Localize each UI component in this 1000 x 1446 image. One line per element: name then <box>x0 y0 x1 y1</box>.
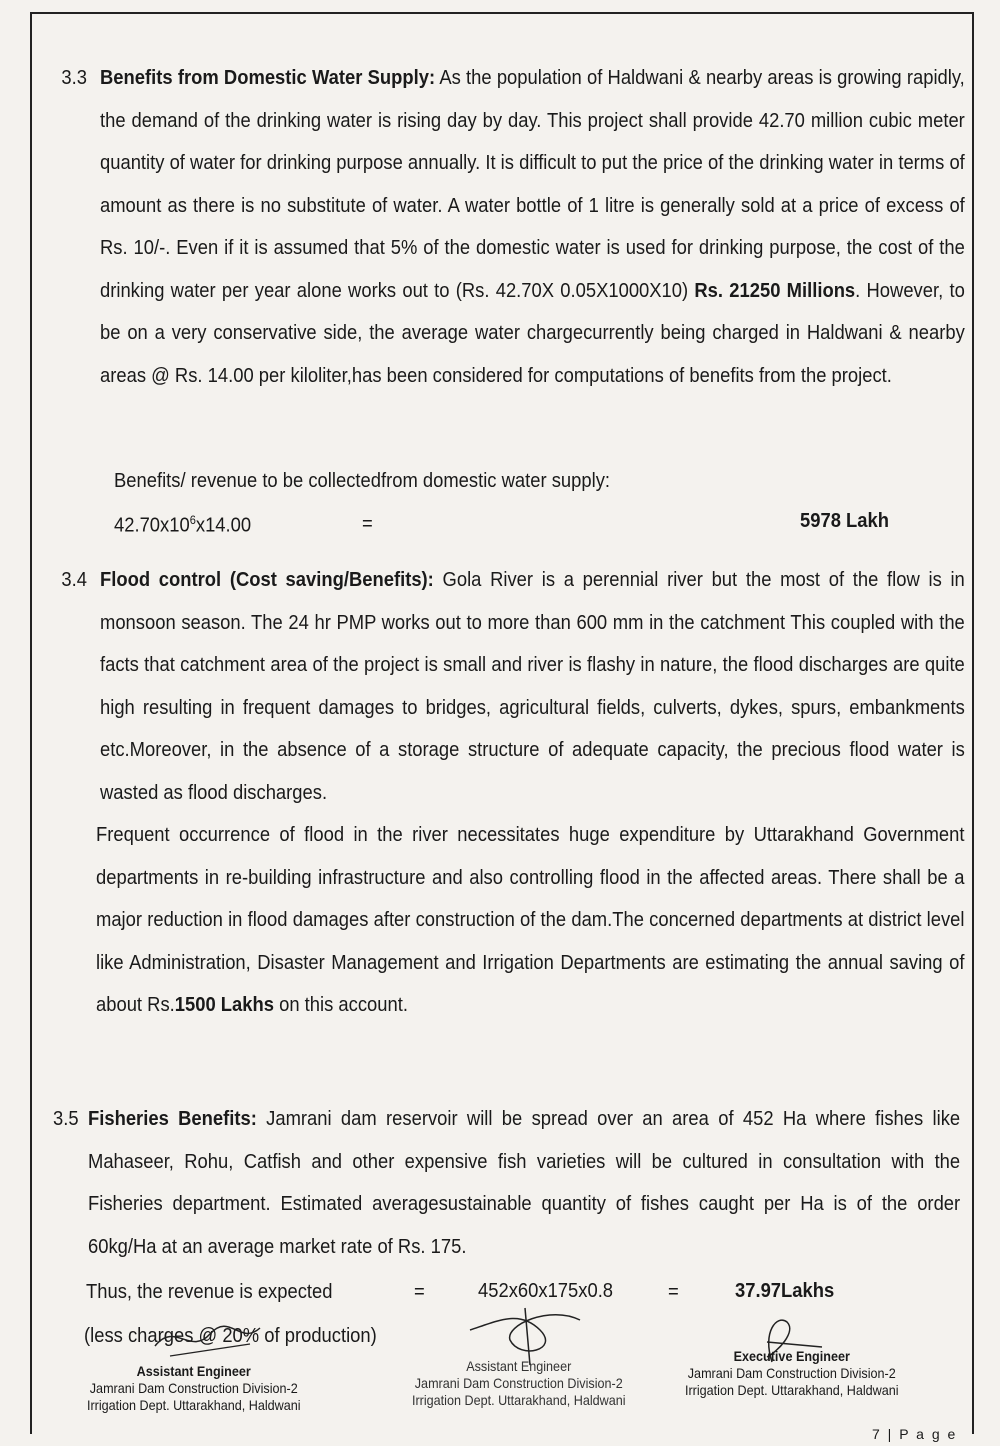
section-3-4 <box>61 559 965 814</box>
signature-block <box>395 1358 643 1409</box>
signatory-department: Irrigation Dept. Uttarakhand, Haldwani <box>86 1397 301 1413</box>
signatory-department: Irrigation Dept. Uttarakhand, Haldwani <box>411 1392 626 1408</box>
section-3-3 <box>61 57 965 397</box>
benefits-label: Benefits/ revenue to be collectedfrom domestic water supply: <box>114 470 611 492</box>
signatory-title: Assistant Engineer <box>136 1363 251 1379</box>
revenue-result: 37.97Lakhs <box>735 1280 835 1302</box>
section-number: 3.5 <box>53 1108 79 1130</box>
signature-block <box>668 1348 916 1399</box>
revenue-equals-2: = <box>668 1281 679 1303</box>
less-charges-note: (less charges @ 20% of production) <box>84 1325 377 1347</box>
revenue-equals-1: = <box>414 1281 425 1303</box>
calc-equals: = <box>362 513 373 535</box>
signatory-division: Jamrani Dam Construction Division-2 <box>89 1380 298 1396</box>
signatory-division: Jamrani Dam Construction Division-2 <box>414 1375 623 1391</box>
section-3-4-continued <box>96 814 964 1027</box>
section-title: Fisheries Benefits: <box>88 1108 257 1130</box>
highlight-amount: 1500 Lakhs <box>174 994 274 1016</box>
signature-scribble-1 <box>150 1316 270 1366</box>
signature-block <box>70 1363 318 1414</box>
signatory-title: Executive Engineer <box>733 1348 850 1364</box>
section-title: Benefits from Domestic Water Supply: <box>100 67 436 89</box>
revenue-label: Thus, the revenue is expected <box>86 1281 333 1303</box>
section-title: Flood control (Cost saving/Benefits): <box>100 569 434 591</box>
page-number: 7 | P a g e <box>872 1426 958 1442</box>
section-3-5 <box>53 1098 961 1268</box>
revenue-formula: 452x60x175x0.8 <box>478 1280 614 1302</box>
signatory-division: Jamrani Dam Construction Division-2 <box>687 1365 896 1381</box>
section-body: Flood control (Cost saving/Benefits): Gola River is a perennial river but the most of the flow is in monsoon season. The 24 hr PMP works out to more than 600 mm in the catchment This coupled with the facts that catchment area of the project is small and river is flashy in nature, the flood discharges are quite high resulting in frequent damages to bridges, agricultural fields, culverts, dykes, spurs, embankments etc.Moreover, in the absence of a storage structure of adequate capacity, the precious flood water is wasted as flood discharges. <box>100 569 965 804</box>
highlight-amount: Rs. 21250 Millions <box>694 279 856 302</box>
section-number: 3.4 <box>61 569 87 591</box>
section-number: 3.3 <box>61 67 87 89</box>
section-body: Fisheries Benefits: Jamrani dam reservoir will be spread over an area of 452 Ha where fishes like Mahaseer, Rohu, Catfish and other expensive fish varieties will be cultured in consultation with the Fisheries department. Estimated averagesustainable quantity of fishes caught per Ha is of the order 60kg/Ha at an average market rate of Rs. 175. <box>88 1108 961 1258</box>
calc-result: 5978 Lakh <box>800 510 889 532</box>
calc-formula: $42.70x10^6x14.00$ <box>114 513 252 537</box>
section-body: Frequent occurrence of flood in the river necessitates huge expenditure by Uttarakhand Government departments in re-building infrastructure and also controlling flood in the affected areas. There shall be a major reduction in flood damages after construction of the dam.The concerned departments at district level like Administration, Disaster Management and Irrigation Departments are estimating the annual saving of about Rs.1500 Lakhs on this account. <box>96 824 965 1016</box>
section-body: Benefits from Domestic Water Supply: As the population of Haldwani & nearby areas is growing rapidly, the demand of the drinking water is rising day by day. This project shall provide 42.70 million cubic meter quantity of water for drinking purpose annually. It is difficult to put the price of the drinking water in terms of amount as there is no substitute of water. A water bottle of 1 litre is generally sold at a price of excess of Rs. 10/-. Even if it is assumed that 5% of the domestic water is used for drinking purpose, the cost of the drinking water per year alone works out to (Rs. 42.70X 0.05X1000X10) Rs. 21250 Millions. However, to be on a very conservative side, the average water chargecurrently being charged in Haldwani & nearby areas @ Rs. 14.00 per kiloliter,has been considered for computations of benefits from the project. <box>100 67 965 387</box>
signatory-department: Irrigation Dept. Uttarakhand, Haldwani <box>684 1382 899 1398</box>
signatory-title: Assistant Engineer <box>466 1358 572 1374</box>
